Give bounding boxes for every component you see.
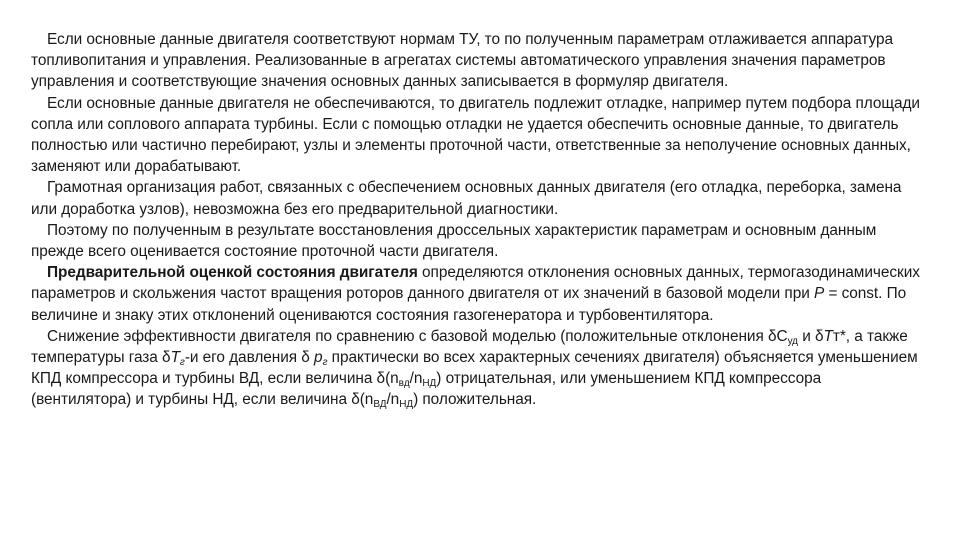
paragraph-2: Если основные данные двигателя не обеспечиваются, то двигатель подлежит отладке, например путем подбора площади сопла или соплового аппарата турбины. Если с помощью отладки не удается обеспечить основные данные, то двигатель полностью или частично перебирают, узлы и элементы проточной части, ответственные за неполучение основных данных, заменяют или дорабатывают.: [31, 94, 920, 176]
p6-text-1: Снижение эффективности двигателя по сравнению с базовой моделью (положительные отклонения δC: [47, 327, 788, 345]
p6-sub-nd2: НД: [399, 399, 414, 411]
pressure-symbol: P: [814, 285, 825, 303]
p6-symbol-p: p: [314, 349, 323, 367]
p6-sub-vd: вд: [398, 378, 410, 390]
p6-text-4: -и его давления δ: [184, 349, 315, 367]
slide-body: [31, 29, 924, 411]
paragraph-5-text-b: = const. По величине и знаку этих отклонений оцениваются состояния газогенератора и турбовентилятора.: [31, 285, 907, 324]
p6-text-7: ) отрицательная, или уменьшением КПД компрессора (вентилятора) и турбины НД, если величина δ(n: [31, 370, 822, 409]
paragraph-1: Если основные данные двигателя соответствуют нормам ТУ, то по полученным параметрам отлаживается аппаратура топливопитания и управления. Реализованные в агрегатах системы автоматического управления значения параметров управления и соответствующие значения основных данных записывается в формуляр двигателя.: [31, 31, 893, 91]
p6-sub-t: т: [832, 327, 840, 345]
paragraph-6: [31, 326, 924, 411]
bold-lead-term: Предварительной оценкой состояния двигателя: [47, 264, 418, 282]
p6-sub-r2: г: [322, 357, 328, 369]
p6-symbol-t2: T: [170, 349, 180, 367]
p6-symbol-t: T: [823, 327, 833, 345]
p6-text-3: *, а также температуры газа δ: [31, 327, 908, 367]
p6-sub-nd: НД: [422, 378, 437, 390]
p6-sub-vd2: ВД: [373, 399, 387, 411]
p6-sub-r: г: [179, 357, 185, 369]
p6-text-6: /n: [409, 370, 423, 388]
paragraph-4: Поэтому по полученным в результате восстановления дроссельных характеристик параметрам и основным данным прежде всего оценивается состояние проточной части двигателя.: [31, 221, 877, 261]
paragraph-5: [31, 262, 924, 326]
paragraph-3: Грамотная организация работ, связанных с обеспечением основных данных двигателя (его отладка, переборка, замена или доработка узлов), невозможна без его предварительной диагностики.: [31, 179, 902, 218]
p6-sub-ud: уд: [787, 335, 798, 347]
p6-text-2: и δ: [797, 327, 824, 345]
p6-text-9: ) положительная.: [413, 391, 537, 409]
p6-text-5: практически во всех характерных сечениях двигателя) объясняется уменьшением КПД компрессора и турбины ВД, если величина δ(n: [31, 349, 918, 388]
paragraph-5-text-a: определяются отклонения основных данных, термогазодинамических параметров и скольжения частот вращения роторов данного двигателя от их значений в базовой модели при: [31, 264, 920, 303]
p6-text-8: /n: [386, 391, 400, 409]
